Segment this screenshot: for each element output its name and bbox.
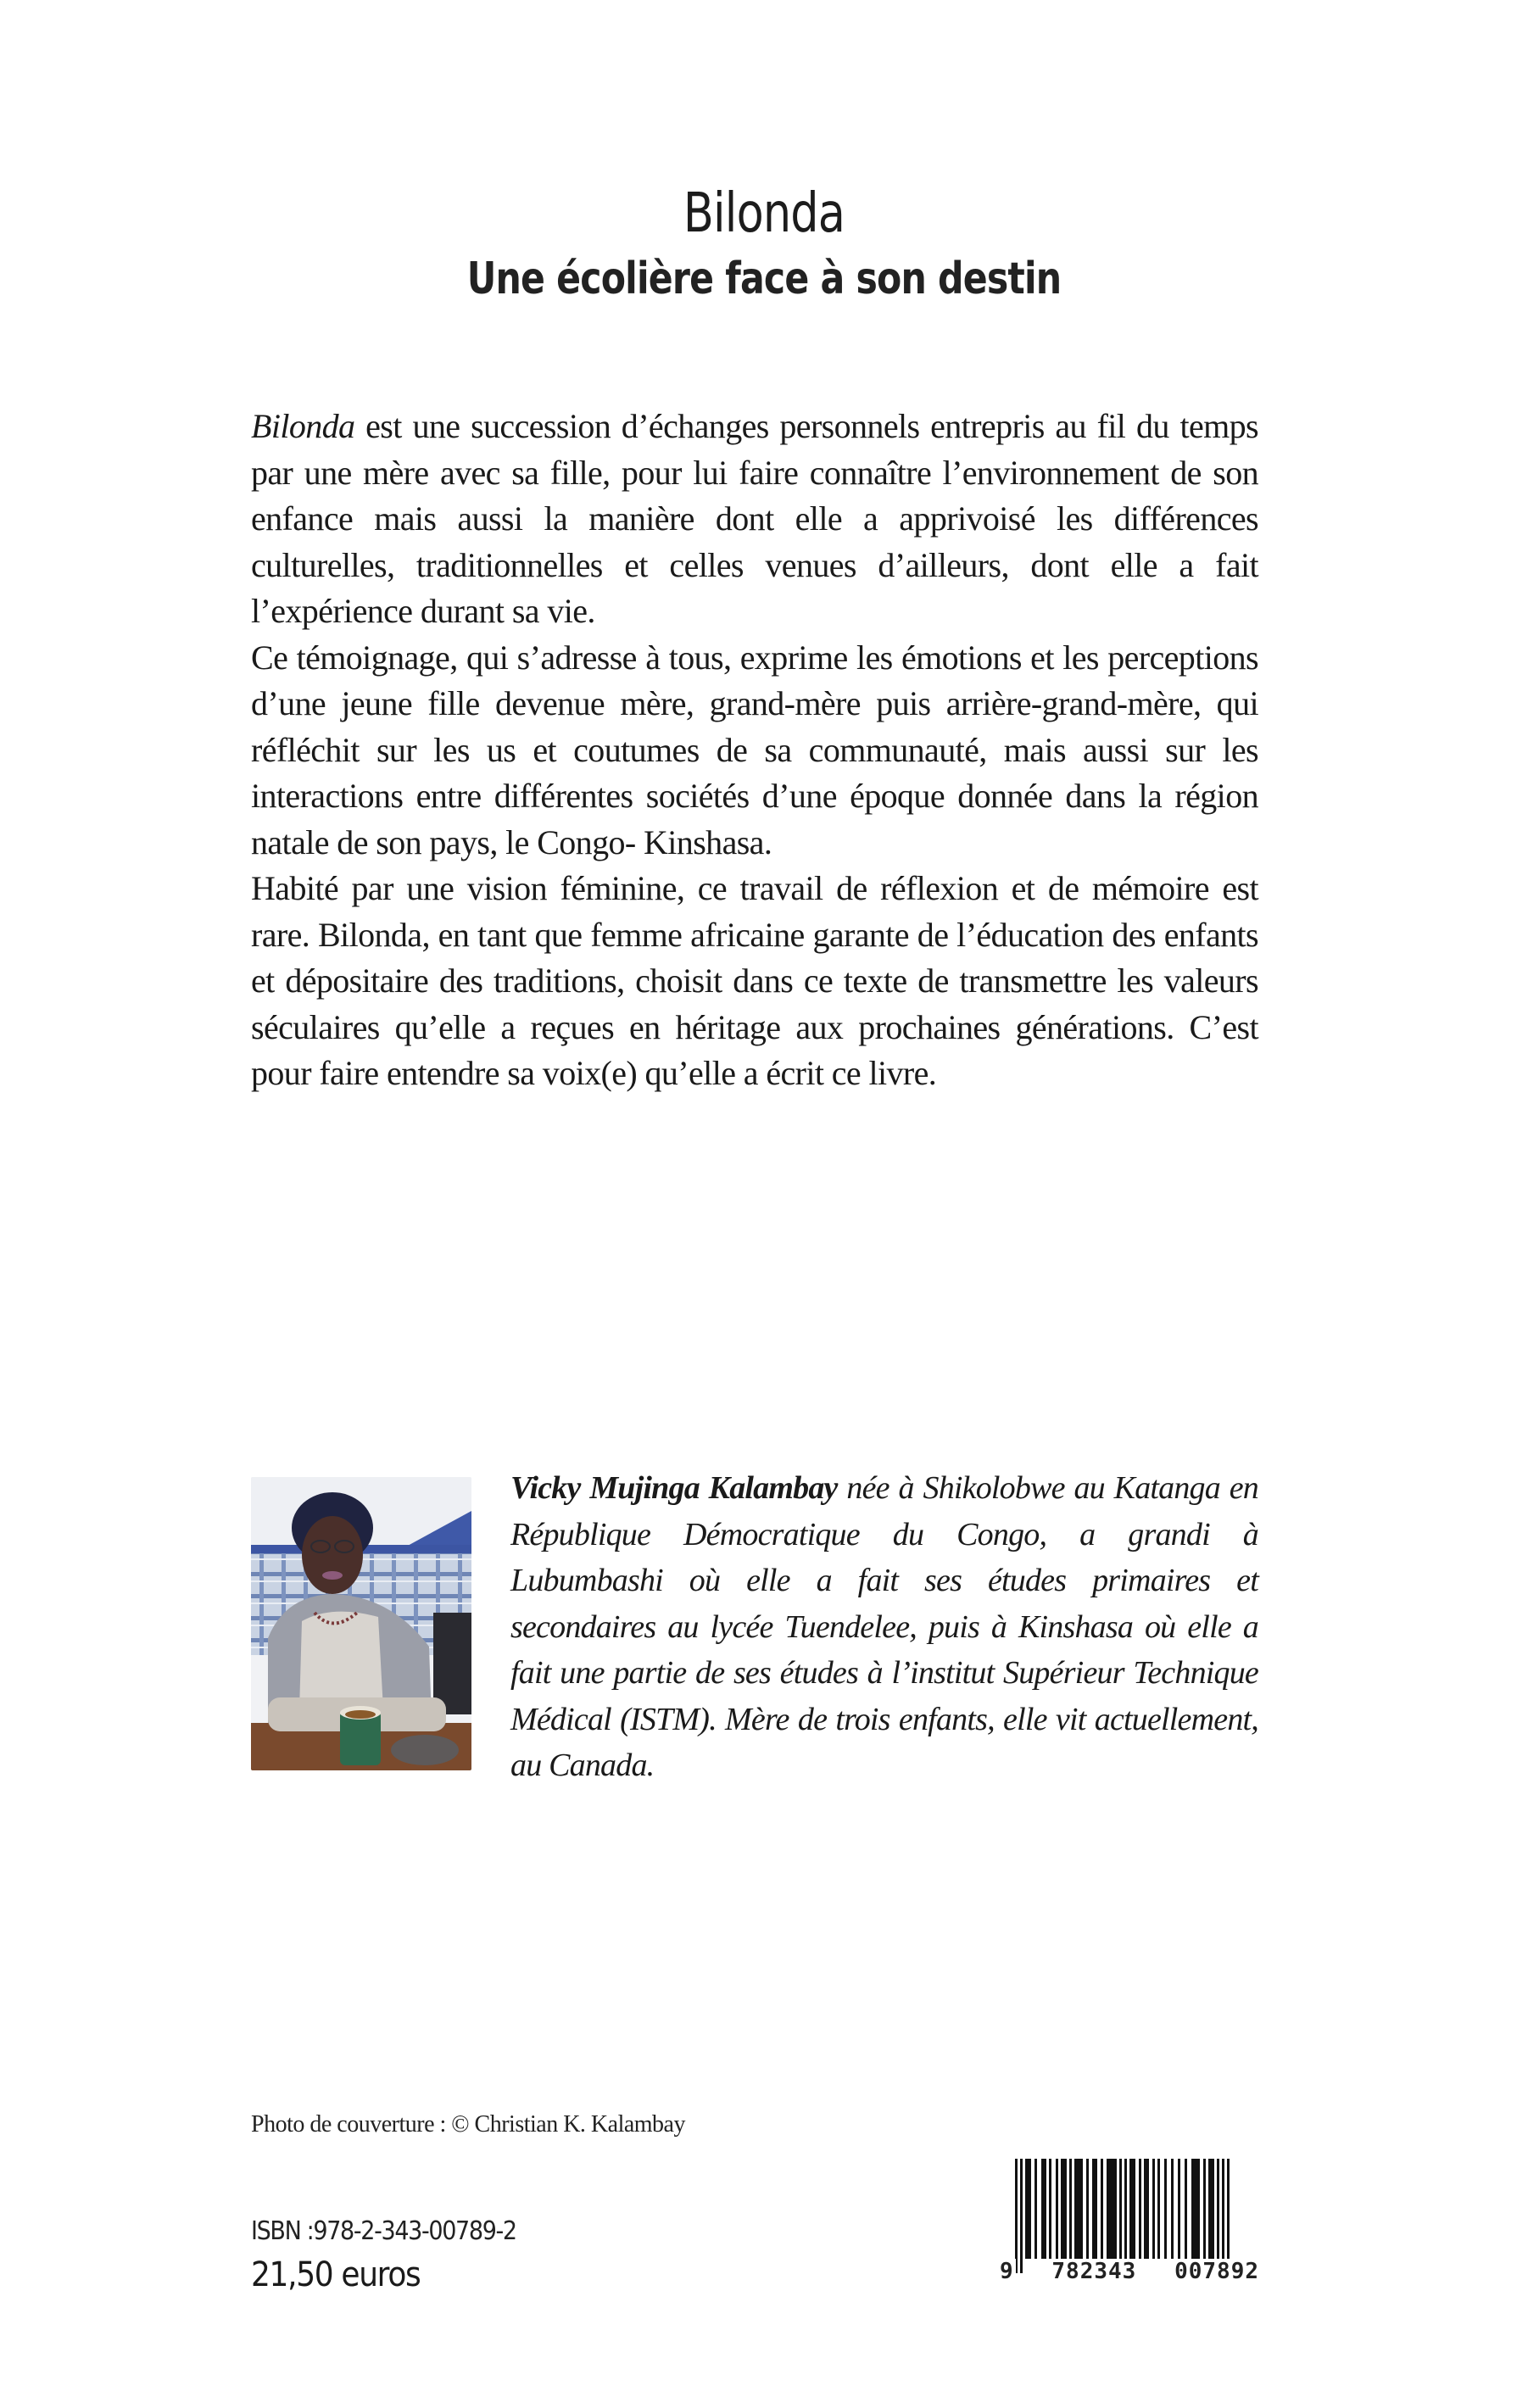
isbn: ISBN :978-2-343-00789-2 (251, 2216, 516, 2246)
summary-paragraph-3: Habité par une vision féminine, ce travail de réflexion et de mémoire est rare. Bilonda, en tant que femme africaine garante de l’éducation des enfants et dépositaire des traditions, choisit dans ce texte de transmettre les valeurs séculaires qu’elle a reçues en héritage aux prochaines générations. C’est pour faire entendre sa voix(e) qu’elle a écrit ce livre. (251, 869, 1258, 1092)
summary-title-italic: Bilonda (251, 407, 355, 445)
book-summary (251, 404, 1258, 1097)
photo-credit: Photo de couverture : © Christian K. Kalambay (251, 2111, 685, 2138)
summary-text: est une succession d’échanges personnels entrepris au fil du temps par une mère avec sa fille, pour lui faire connaître l’environnement de son enfance mais aussi la manière dont elle a apprivoisé les différences culturelles, traditionnelles et celles venues d’ailleurs, dont elle a fait l’expérience durant sa vie. (251, 407, 1258, 630)
summary-paragraph-1 (251, 404, 1258, 635)
book-title: Bilonda (683, 182, 845, 245)
summary-paragraph-2: Ce témoignage, qui s’adresse à tous, exprime les émotions et les perceptions d’une jeune fille devenue mère, grand-mère puis arrière-grand-mère, qui réfléchit sur les us et coutumes de sa communauté, mais aussi sur les interactions entre différentes sociétés d’une époque donnée dans la région natale de son pays, le Congo- Kinshasa. (251, 638, 1258, 861)
author-photo (251, 1477, 471, 1770)
barcode-first-digit: 9 (1000, 2259, 1014, 2284)
title-block (0, 178, 1528, 309)
barcode-left-group: 782343 (1051, 2259, 1137, 2284)
barcode-digits (996, 2259, 1268, 2284)
author-bio (510, 1465, 1258, 1789)
price: 21,50 euros (251, 2255, 421, 2294)
barcode-right-group: 007892 (1174, 2259, 1259, 2284)
book-subtitle: Une écolière face à son destin (466, 254, 1062, 304)
author-portrait-image (251, 1477, 471, 1770)
author-bio-text: née à Shikolobwe au Katanga en République Démocratique du Congo, a grandi à Lubumbashi où elle a fait ses études primaires et secondaires au lycée Tuendelee, puis à Kinshasa où elle a fait une partie de ses études à l’institut Supérieur Technique Médical (ISTM). Mère de trois enfants, elle vit actuellement, au Canada. (510, 1470, 1258, 1783)
author-name: Vicky Mujinga Kalambay (510, 1470, 838, 1506)
